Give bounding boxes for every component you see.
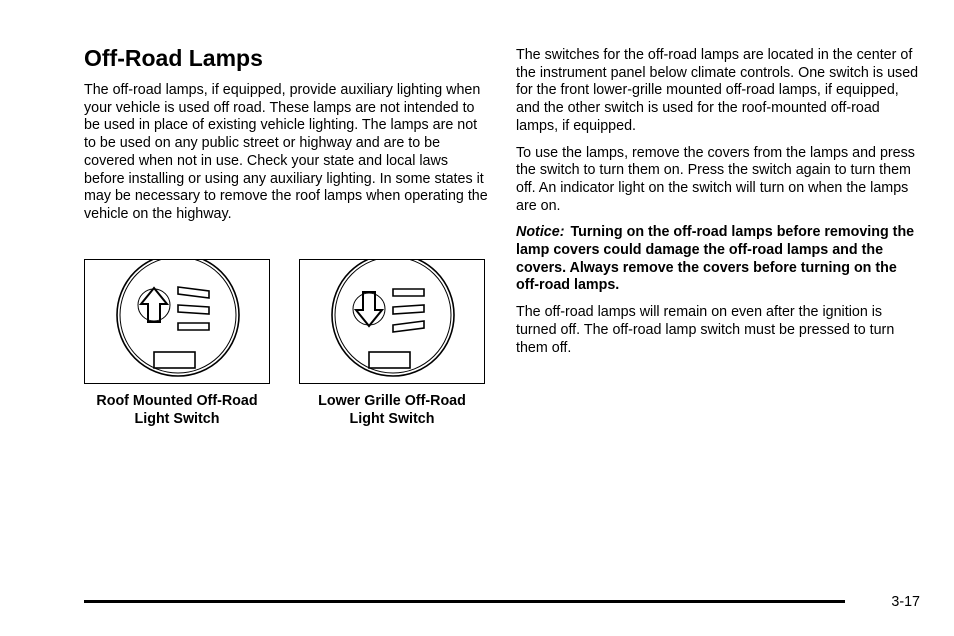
roof-lamp-switch-icon (85, 260, 271, 385)
intro-paragraph: The off-road lamps, if equipped, provide auxiliary lighting when your vehicle is used off road. These lamps are not intended to be used in place of existing vehicle lighting. The lamps are not to be used on any public street or highway and are to be covered when not in use. Check your state and local laws before installing or using any auxiliary lighting. In some states it may be necessary to remove the roof lamps when operating the vehicle on the highway. (84, 82, 488, 222)
left-column (84, 82, 488, 233)
page-number: 3-17 (891, 594, 920, 610)
page-title: Off-Road Lamps (84, 45, 263, 71)
caption-line: Light Switch (134, 410, 220, 427)
usage-paragraph: To use the lamps, remove the covers from the lamps and press the switch to turn them on. Press the switch again to turn them off. An indicator light on the switch will turn on when the lamps are on. (516, 144, 915, 214)
grille-switch-figure (299, 259, 485, 384)
caption-line: Light Switch (349, 410, 435, 427)
grille-lamp-switch-icon (300, 260, 486, 385)
right-column (516, 47, 920, 366)
roof-switch-figure (84, 259, 270, 384)
notice-paragraph (516, 224, 920, 295)
grille-switch-caption (292, 393, 492, 428)
caption-line: Lower Grille Off-Road (318, 393, 466, 409)
caption-line: Roof Mounted Off-Road (96, 393, 258, 409)
switch-location-paragraph: The switches for the off-road lamps are located in the center of the instrument panel below climate controls. One switch is used for the front lower-grille mounted off-road lamps, if equipped, and the other switch is used for the roof-mounted off-road lamps, if equipped. (516, 47, 919, 134)
footer-rule (84, 600, 845, 603)
notice-text: Turning on the off-road lamps before removing the lamp covers could damage the off-road lamps and the covers. Always remove the covers before turning on the off-road lamps. (516, 224, 915, 294)
roof-switch-caption (77, 393, 277, 428)
ignition-paragraph: The off-road lamps will remain on even after the ignition is turned off. The off-road lamp switch must be pressed to turn them off. (516, 304, 895, 356)
notice-label: Notice: (516, 224, 565, 241)
